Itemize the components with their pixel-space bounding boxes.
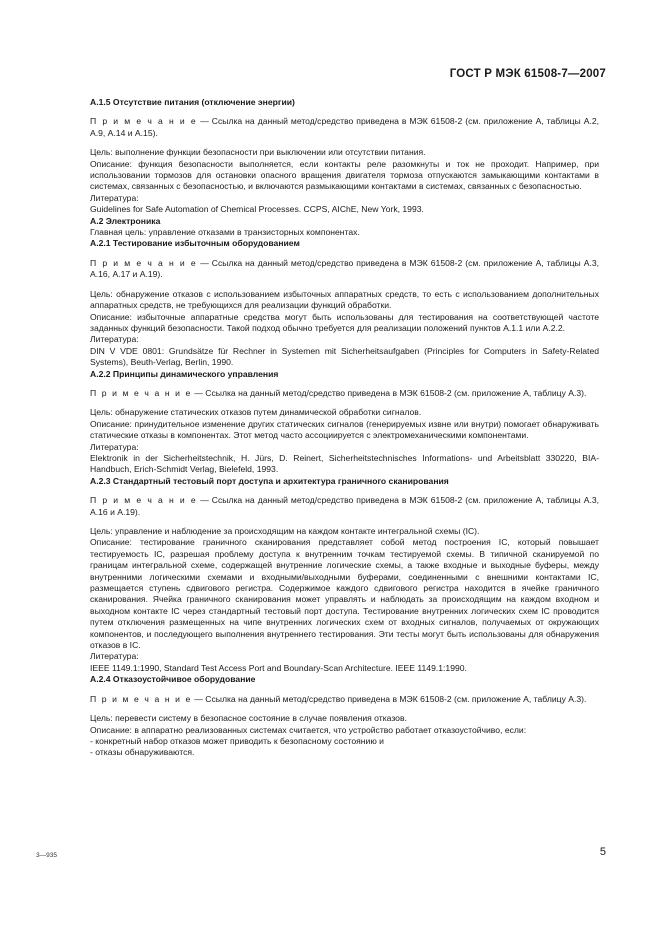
note-label: П р и м е ч а н и е (90, 693, 192, 704)
note-text: — Ссылка на данный метод/средство приведена в МЭК 61508-2 (см. приложение А, таблицу А.3). (191, 387, 587, 398)
literature-label: Литература: (90, 334, 139, 345)
note-a21 (90, 258, 599, 281)
description-a23: Описание: тестирование граничного сканирования представляет собой метод построения IC, который повышает тестируемость IC, разрешая проблему доступа к внутренним точкам тестируемой схемы. В типичной сканируемой по границам интегральной схеме, содержащей внутренние логические схемы, а также входные и выходные буферы, между внутренними логическими схемами и входными/выходными буферами, соединенными с внешними контактами IC, размещается ступень сдвигового регистра. Содержимое каждого сдвигового регистра находится в ячейке граничного сканирования. Ячейка граничного сканирования может управлять и наблюдать за происходящим на каждом входном и выходном контакте IC через стандартный тестовый порт доступа. Тестирование внутренних логических схем IC проводится путем отключения размещенных на чипе внутренних логических схем от входных сигналов, получаемых от окружающих компонентов, и последующего выполнения внутреннего тестирования. Эти тесты могут быть использованы для обнаружения отказов в IC. (90, 537, 599, 651)
literature-a21: DIN V VDE 0801: Grundsätze für Rechner in Systemen mit Sicherheitsaufgaben (Principles for Computers in Safety-Related Systems), Beuth-Verlag, Berlin, 1990. (90, 345, 599, 368)
note-label: П р и м е ч а н и е (90, 387, 192, 398)
goal-a24: Цель: перевести систему в безопасное состояние в случае появления отказов. (90, 713, 407, 724)
section-title-a23: А.2.3 Стандартный тестовый порт доступа и архитектура граничного сканирования (90, 475, 449, 486)
footer-code: 3—935 (36, 852, 57, 859)
section-title-a24: А.2.4 Отказоустойчивое оборудование (90, 674, 256, 685)
note-text: — Ссылка на данный метод/средство приведена в МЭК 61508-2 (см. приложение А, таблицы А.3, А.16 и А.19). (90, 495, 599, 517)
note-a22 (90, 388, 599, 399)
section-title-a21: А.2.1 Тестирование избыточным оборудованием (90, 238, 300, 249)
page-content (90, 97, 599, 759)
note-a15 (90, 116, 599, 139)
note-label: П р и м е ч а н и е (90, 257, 198, 268)
description-a21: Описание: избыточные аппаратные средства могут быть использованы для тестирования на соответствующей частоте заданных функций безопасности. Такой подход обычно требуется для реализации положений пунктов А.1.1 или А.2.2. (90, 311, 599, 333)
note-label: П р и м е ч а н и е (90, 495, 198, 506)
note-text: — Ссылка на данный метод/средство приведена в МЭК 61508-2 (см. приложение А, таблицы А.2, А.9, А.14 и А.15). (90, 116, 599, 138)
document-header: ГОСТ Р МЭК 61508-7—2007 (449, 68, 606, 80)
section-title-a22: А.2.2 Принципы динамического управления (90, 368, 279, 379)
list-item-1: - конкретный набор отказов может приводить к безопасному состоянию и (90, 735, 384, 746)
section-title-a2: А.2 Электроника (90, 215, 161, 226)
list-item-2: - отказы обнаруживаются. (90, 747, 195, 758)
literature-label: Литература: (90, 192, 139, 203)
description-a24: Описание: в аппаратно реализованных системах считается, что устройство работает отказоустойчиво, если: (90, 724, 527, 735)
goal-a22: Цель: обнаружение статических отказов путем динамической обработки сигналов. (90, 407, 422, 418)
goal-a21: Цель: обнаружение отказов с использованием избыточных аппаратных средств, то есть с использованием дополнительных аппаратных средств, не требующихся для реализации функций обработки. (90, 288, 599, 311)
literature-a22: Elektronik in der Sicherheitstechnik, H. Jürs, D. Reinert, Sicherheitstechnisches Informations- und Arbeitsblatt 330220, BIA-Handbuch, Erich-Schmidt Verlag, Bielefeld, 1993. (90, 452, 599, 475)
literature-a15: Guidelines for Safe Automation of Chemical Processes. CCPS, AIChE, New York, 1993. (90, 204, 424, 215)
literature-label: Литература: (90, 441, 139, 452)
page-number: 5 (599, 846, 606, 858)
goal-a2: Главная цель: управление отказами в транзисторных компонентах. (90, 227, 360, 238)
description-a15: Описание: функция безопасности выполняется, если контакты реле разомкнуты и ток не проходит. Например, при использовании тормозов для остановки опасного вращения двигателя тормоза отпускаются замыкающими контактами в системах, связанных с безопасностью, и включаются размыкающими контактами в системах, связанных с безопасностью. (90, 158, 599, 192)
goal-a15: Цель: выполнение функции безопасности при выключении или отсутствии питания. (90, 147, 426, 158)
literature-a23: IEEE 1149.1:1990, Standard Test Access Port and Boundary-Scan Architecture. IEEE 1149.1:1990. (90, 662, 467, 673)
note-label: П р и м е ч а н и е (90, 116, 198, 127)
note-a24 (90, 694, 599, 705)
note-text: — Ссылка на данный метод/средство приведена в МЭК 61508-2 (см. приложение А, таблицы А.3, А.16, А.17 и А.19). (90, 257, 599, 280)
description-a22: Описание: принудительное изменение других статических сигналов (генерируемых извне или внутри) помогает обнаруживать статические отказы в компонентах. Этот метод часто ассоциируется с электромеханическими компонентами. (90, 418, 599, 441)
note-a23 (90, 495, 599, 518)
note-text: — Ссылка на данный метод/средство приведена в МЭК 61508-2 (см. приложение А, таблицу А.3). (191, 693, 587, 704)
literature-label: Литература: (90, 651, 139, 662)
goal-a23: Цель: управление и наблюдение за происходящим на каждом контакте интегральной схемы (IC). (90, 526, 480, 536)
section-title-a15: А.1.5 Отсутствие питания (отключение энергии) (90, 97, 295, 107)
